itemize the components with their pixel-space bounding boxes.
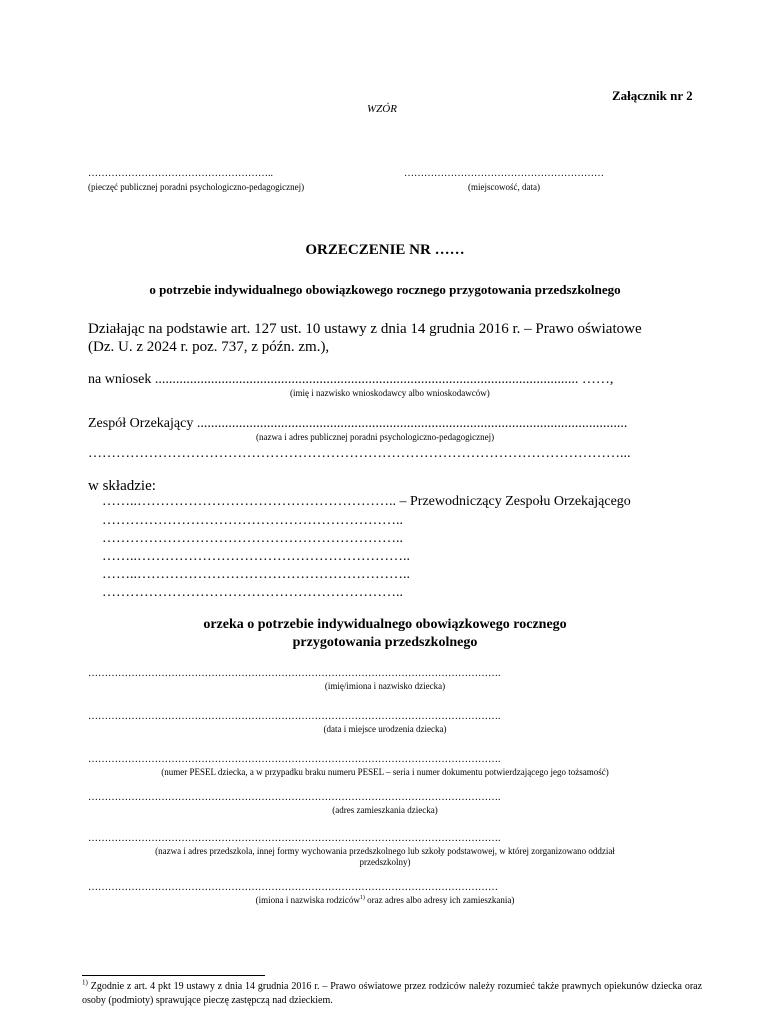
stamp-caption: (pieczęć publicznej poradni psychologiczno-pedagogicznej) xyxy=(88,182,305,192)
wzor-label: WZÓR xyxy=(367,103,397,115)
member-line: ……..………………………………………………….. xyxy=(102,549,410,564)
parents-dots: …………………………………………………………………………………………………………… xyxy=(88,882,498,893)
team-caption: (nazwa i adres publicznej poradni psychologiczno-pedagogicznej) xyxy=(256,432,495,442)
decision-line-1: orzeka o potrzebie indywidualnego obowiązkowego rocznego xyxy=(203,617,567,632)
place-date-caption: (miejscowość, data) xyxy=(468,182,540,192)
birth-caption: (data i miejsce urodzenia dziecka) xyxy=(323,724,447,734)
decision-line-2: przygotowania przedszkolnego xyxy=(292,635,478,650)
request-line: na wniosek ......................................................................................................................... ……, xyxy=(88,372,614,387)
parents-caption: (imiona i nazwiska rodziców$^{1)}$ oraz adres albo adresy ich zamieszkania) xyxy=(255,895,515,905)
place-date-dots: …………………………………………………… xyxy=(404,168,604,179)
pesel-dots: ……………………………………………………………………………………………………………. xyxy=(88,754,501,765)
member-line: ……………………………………………………….. xyxy=(102,531,403,546)
attachment-label: Załącznik nr 2 xyxy=(612,88,693,103)
footnote-divider xyxy=(82,975,265,976)
kindergarten-caption-2: przedszkolny) xyxy=(359,857,411,867)
composition-label: w składzie: xyxy=(88,478,156,494)
chair-line: ……..……………………………………………….. – Przewodniczący Zespołu Orzekającego xyxy=(102,494,631,509)
footnote xyxy=(82,980,702,1008)
kindergarten-dots: ……………………………………………………………………………………………………………. xyxy=(88,833,501,844)
member-line: ……………………………………………………….. xyxy=(102,585,403,600)
footnote-marker: 1) xyxy=(82,978,88,987)
request-caption: (imię i nazwisko wnioskodawcy albo wnioskodawców) xyxy=(290,388,490,398)
document-title: ORZECZENIE NR …… xyxy=(305,242,465,258)
pesel-caption: (numer PESEL dziecka, a w przypadku braku numeru PESEL – seria i numer dokumentu potwierdzającego jego tożsamość) xyxy=(161,767,609,777)
team-line-2: ……………………………………………………………………………………………………... xyxy=(88,446,631,461)
legal-basis-line-1: Działając na podstawie art. 127 ust. 10 ustawy z dnia 14 grudnia 2016 r. – Prawo oświatowe xyxy=(88,321,642,337)
document-subtitle: o potrzebie indywidualnego obowiązkowego rocznego przygotowania przedszkolnego xyxy=(149,282,621,297)
footnote-line-2: opiekunów dziecka oraz osoby (podmioty) sprawujące pieczę zastępczą nad dzieckiem. xyxy=(82,981,703,1006)
birth-dots: ……………………………………………………………………………………………………………. xyxy=(88,711,501,722)
child-name-dots: ……………………………………………………………………………………………………………. xyxy=(88,668,501,679)
legal-basis-line-2: (Dz. U. z 2024 r. poz. 737, z późn. zm.), xyxy=(88,339,330,355)
stamp-dots: ……………………………………………….. xyxy=(88,168,273,179)
child-name-caption: (imię/imiona i nazwisko dziecka) xyxy=(324,681,446,691)
member-line: ……..………………………………………………….. xyxy=(102,567,410,582)
address-caption: (adres zamieszkania dziecka) xyxy=(332,805,438,815)
footnote-line-1: Zgodnie z art. 4 pkt 19 ustawy z dnia 14 grudnia 2016 r. – Prawo oświatowe przez rodziców należy rozumieć także prawnych xyxy=(90,981,602,992)
kindergarten-caption: (nazwa i adres przedszkola, innej formy wychowania przedszkolnego lub szkoły podstawowej, w której zorganizowano oddział xyxy=(155,846,615,856)
team-line: Zespół Orzekający ........................................................................................................................... xyxy=(88,416,628,431)
member-line: ……………………………………………………….. xyxy=(102,513,403,528)
address-dots: ……………………………………………………………………………………………………………. xyxy=(88,792,501,803)
